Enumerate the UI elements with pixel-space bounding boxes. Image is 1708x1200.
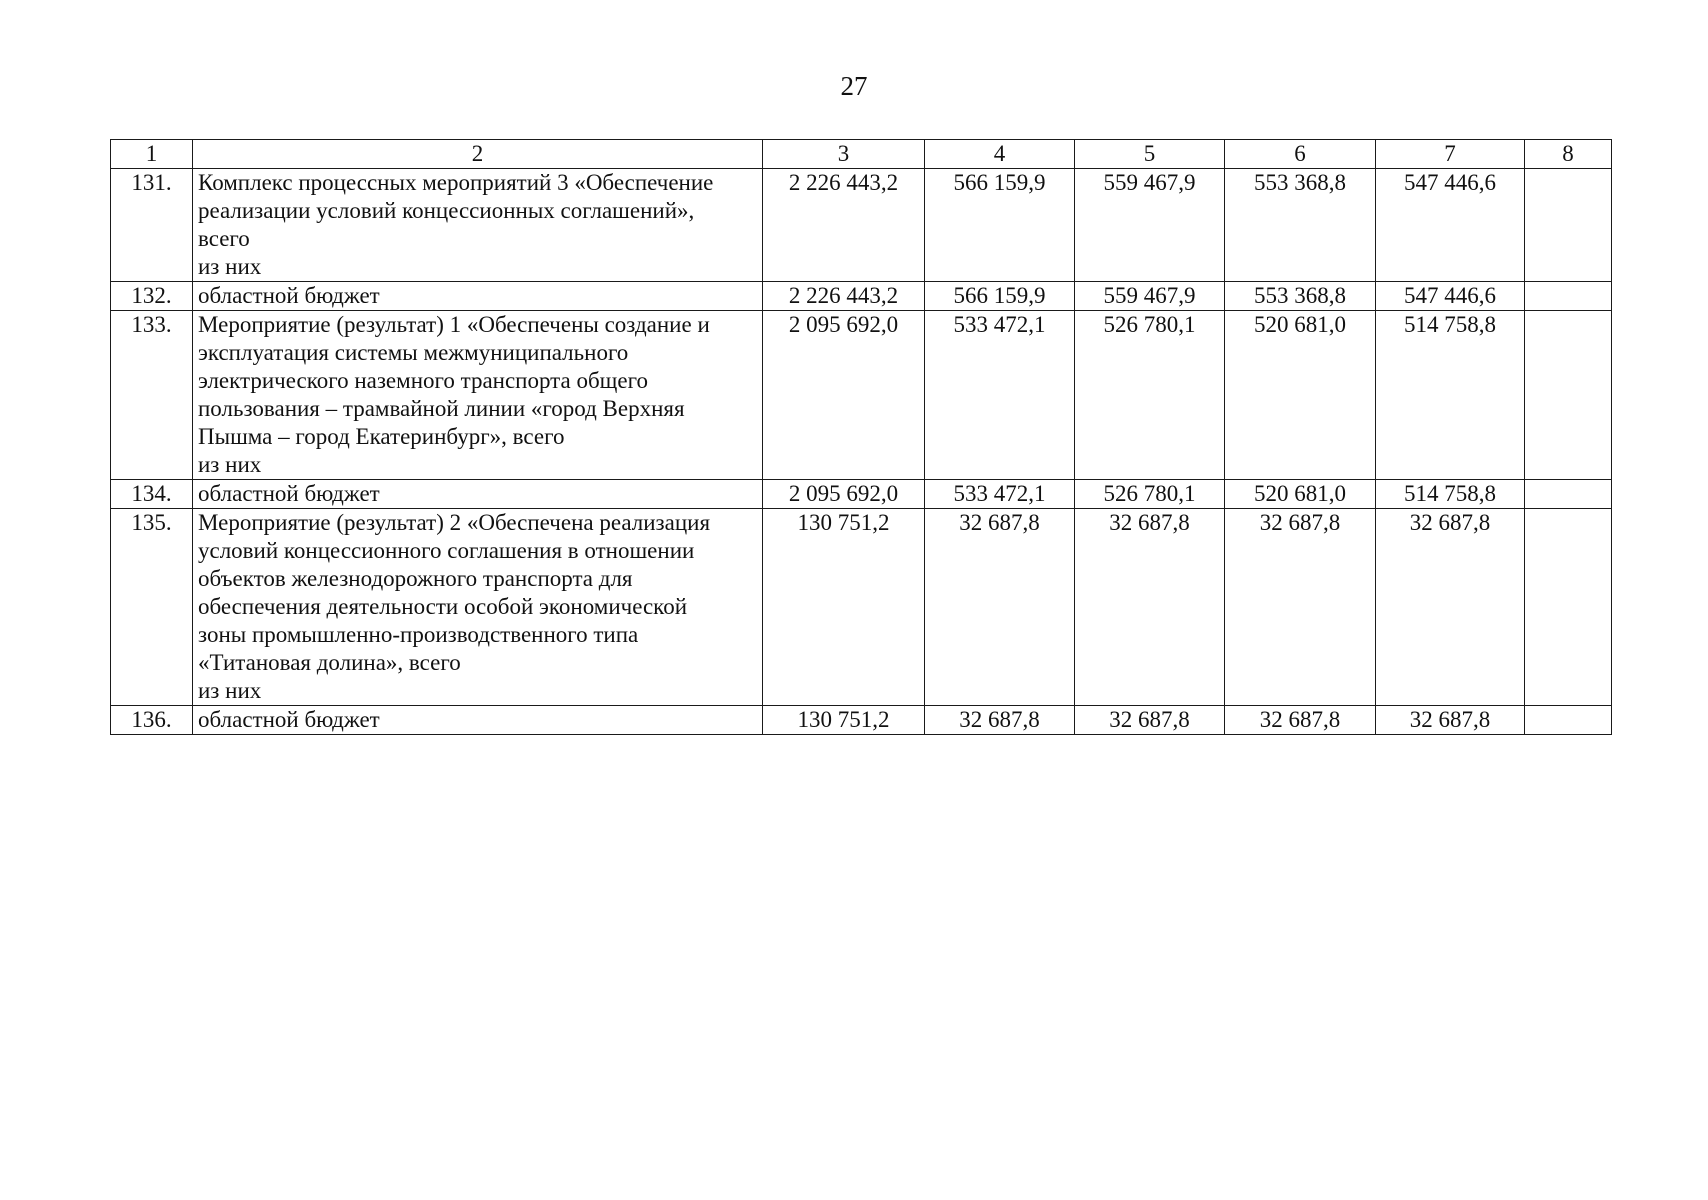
row-name-line: областной бюджет [198, 283, 380, 308]
table-row [111, 169, 1612, 282]
value-col-8 [1525, 282, 1612, 311]
value-col-7: 32 687,8 [1376, 706, 1525, 735]
column-header: 5 [1075, 140, 1225, 169]
row-name-line: из них [198, 452, 262, 477]
value-col-7: 547 446,6 [1376, 169, 1525, 282]
value-col-5: 559 467,9 [1075, 282, 1225, 311]
row-number: 134. [111, 480, 193, 509]
row-name-line: областной бюджет [198, 481, 380, 506]
value-col-4: 32 687,8 [925, 706, 1075, 735]
row-name-line: Комплекс процессных мероприятий 3 «Обеспечение [198, 170, 714, 195]
column-header: 2 [193, 140, 763, 169]
table-row [111, 282, 1612, 311]
table-row [111, 706, 1612, 735]
value-col-7: 547 446,6 [1376, 282, 1525, 311]
header-row [111, 140, 1612, 169]
value-col-3: 2 095 692,0 [763, 480, 925, 509]
row-number: 136. [111, 706, 193, 735]
column-header: 7 [1376, 140, 1525, 169]
row-name-line: «Титановая долина», всего [198, 650, 461, 675]
row-name-line: условий концессионного соглашения в отношении [198, 538, 695, 563]
table-row [111, 311, 1612, 480]
value-col-4: 566 159,9 [925, 169, 1075, 282]
value-col-3: 2 095 692,0 [763, 311, 925, 480]
value-col-6: 32 687,8 [1225, 706, 1376, 735]
value-col-3: 130 751,2 [763, 706, 925, 735]
value-col-5: 32 687,8 [1075, 509, 1225, 706]
row-name [193, 509, 763, 706]
row-name-line: зоны промышленно-производственного типа [198, 622, 639, 647]
row-name [193, 706, 763, 735]
row-name-line: Мероприятие (результат) 2 «Обеспечена реализация [198, 510, 711, 535]
row-name [193, 282, 763, 311]
value-col-4: 32 687,8 [925, 509, 1075, 706]
value-col-6: 32 687,8 [1225, 509, 1376, 706]
row-name-line: областной бюджет [198, 707, 380, 732]
row-name-line: из них [198, 254, 262, 279]
row-number: 132. [111, 282, 193, 311]
row-name-line: эксплуатация системы межмуниципального [198, 340, 629, 365]
value-col-7: 514 758,8 [1376, 480, 1525, 509]
column-header: 1 [111, 140, 193, 169]
page-number: 27 [840, 71, 868, 101]
value-col-6: 553 368,8 [1225, 282, 1376, 311]
value-col-3: 2 226 443,2 [763, 282, 925, 311]
row-name [193, 311, 763, 480]
value-col-4: 566 159,9 [925, 282, 1075, 311]
row-name-line: пользования – трамвайной линии «город Верхняя [198, 396, 685, 421]
budget-table [110, 139, 1612, 735]
value-col-7: 32 687,8 [1376, 509, 1525, 706]
value-col-3: 130 751,2 [763, 509, 925, 706]
value-col-8 [1525, 509, 1612, 706]
value-col-4: 533 472,1 [925, 480, 1075, 509]
value-col-5: 526 780,1 [1075, 311, 1225, 480]
column-header: 3 [763, 140, 925, 169]
row-number: 133. [111, 311, 193, 480]
row-name-line: реализации условий концессионных соглашений», [198, 198, 695, 223]
value-col-5: 526 780,1 [1075, 480, 1225, 509]
value-col-7: 514 758,8 [1376, 311, 1525, 480]
value-col-6: 520 681,0 [1225, 311, 1376, 480]
column-header: 8 [1525, 140, 1612, 169]
row-name-line: обеспечения деятельности особой экономической [198, 594, 687, 619]
value-col-5: 559 467,9 [1075, 169, 1225, 282]
table-row [111, 509, 1612, 706]
column-header: 6 [1225, 140, 1376, 169]
row-name-line: объектов железнодорожного транспорта для [198, 566, 633, 591]
row-name [193, 480, 763, 509]
row-name-line: всего [198, 226, 250, 251]
row-name-line: Мероприятие (результат) 1 «Обеспечены создание и [198, 312, 710, 337]
value-col-8 [1525, 706, 1612, 735]
row-name-line: из них [198, 678, 262, 703]
row-number: 131. [111, 169, 193, 282]
row-name-line: Пышма – город Екатеринбург», всего [198, 424, 565, 449]
value-col-6: 520 681,0 [1225, 480, 1376, 509]
value-col-3: 2 226 443,2 [763, 169, 925, 282]
value-col-8 [1525, 480, 1612, 509]
value-col-6: 553 368,8 [1225, 169, 1376, 282]
row-number: 135. [111, 509, 193, 706]
column-header: 4 [925, 140, 1075, 169]
row-name-line: электрического наземного транспорта общего [198, 368, 648, 393]
value-col-5: 32 687,8 [1075, 706, 1225, 735]
table-row [111, 480, 1612, 509]
value-col-4: 533 472,1 [925, 311, 1075, 480]
value-col-8 [1525, 311, 1612, 480]
row-name [193, 169, 763, 282]
value-col-8 [1525, 169, 1612, 282]
